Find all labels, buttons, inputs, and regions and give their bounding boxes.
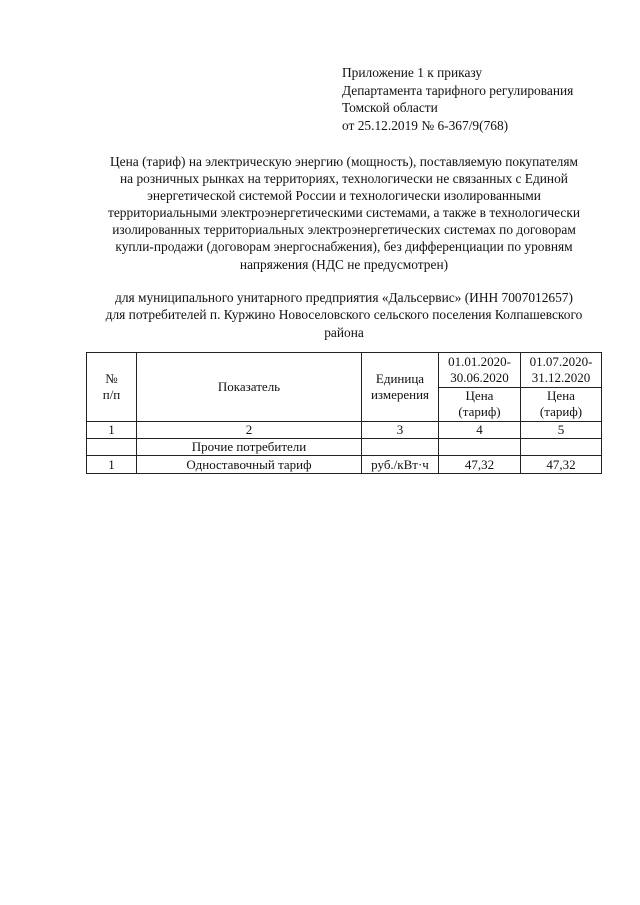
group-empty-cell xyxy=(439,439,521,456)
document-title xyxy=(78,153,610,273)
header-unit xyxy=(362,353,439,422)
title-line: энергетической системой России и технологически изолированными xyxy=(147,188,541,204)
group-label: Прочие потребители xyxy=(137,439,362,456)
header-indicator: Показатель xyxy=(137,353,362,422)
period-2-line2: 31.12.2020 xyxy=(531,369,591,385)
header-period-1 xyxy=(439,353,521,388)
index-cell: 5 xyxy=(521,422,602,439)
header-unit-line2: измерения xyxy=(370,387,430,402)
index-cell: 1 xyxy=(87,422,137,439)
title-line: территориальными электроэнергетическими системами, а также в технологически xyxy=(107,205,581,221)
header-number xyxy=(87,353,137,422)
price-2-line1: Цена xyxy=(547,388,575,404)
appendix-line: Томской области xyxy=(342,100,438,115)
appendix-line: Департамента тарифного регулирования xyxy=(342,82,574,98)
document-subtitle xyxy=(78,289,610,341)
table-header-row xyxy=(87,353,602,388)
title-line: напряжения (НДС не предусмотрен) xyxy=(239,256,449,272)
row-indicator: Одноставочный тариф xyxy=(137,456,362,474)
header-price-1 xyxy=(439,387,521,422)
table-group-row xyxy=(87,439,602,456)
period-1-line1: 01.01.2020- xyxy=(448,353,511,369)
title-line: изолированных территориальных электроэнергетических системах по договорам xyxy=(112,222,576,238)
tariff-table xyxy=(86,352,602,474)
header-number-line1: № xyxy=(105,371,118,386)
subtitle-line: для потребителей п. Куржино Новоселовского сельского поселения Колпашевского xyxy=(105,307,583,323)
row-value-period-1: 47,32 xyxy=(439,456,521,474)
period-2-line1: 01.07.2020- xyxy=(529,353,593,369)
period-1-line2: 30.06.2020 xyxy=(450,369,509,385)
price-1-line2: (тариф) xyxy=(458,404,501,420)
price-1-line1: Цена xyxy=(465,388,494,404)
price-2-line2: (тариф) xyxy=(539,404,583,420)
title-line: купли-продажи (договорам энергоснабжения), без дифференциации по уровням xyxy=(115,239,573,255)
row-value-period-2: 47,32 xyxy=(521,456,602,474)
header-price-2 xyxy=(521,387,602,422)
appendix-line: от 25.12.2019 № 6-367/9(768) xyxy=(342,117,509,133)
row-number: 1 xyxy=(87,456,137,474)
group-empty-cell xyxy=(521,439,602,456)
header-unit-line1: Единица xyxy=(375,371,425,386)
row-unit: руб./кВт·ч xyxy=(362,456,439,474)
index-cell: 4 xyxy=(439,422,521,439)
header-period-2 xyxy=(521,353,602,388)
subtitle-line: района xyxy=(324,324,364,340)
header-number-line2: п/п xyxy=(102,387,121,402)
subtitle-line: для муниципального унитарного предприятия «Дальсервис» (ИНН 7007012657) xyxy=(115,290,573,305)
table-index-row xyxy=(87,422,602,439)
index-cell: 3 xyxy=(362,422,439,439)
title-line: на розничных рынках на территориях, технологически не связанных с Единой xyxy=(120,171,568,187)
appendix-block xyxy=(342,64,573,134)
group-empty-cell xyxy=(362,439,439,456)
appendix-line: Приложение 1 к приказу xyxy=(342,65,483,80)
group-empty-cell xyxy=(87,439,137,456)
title-line: Цена (тариф) на электрическую энергию (мощность), поставляемую покупателям xyxy=(110,154,578,169)
index-cell: 2 xyxy=(137,422,362,439)
table-row xyxy=(87,456,602,474)
